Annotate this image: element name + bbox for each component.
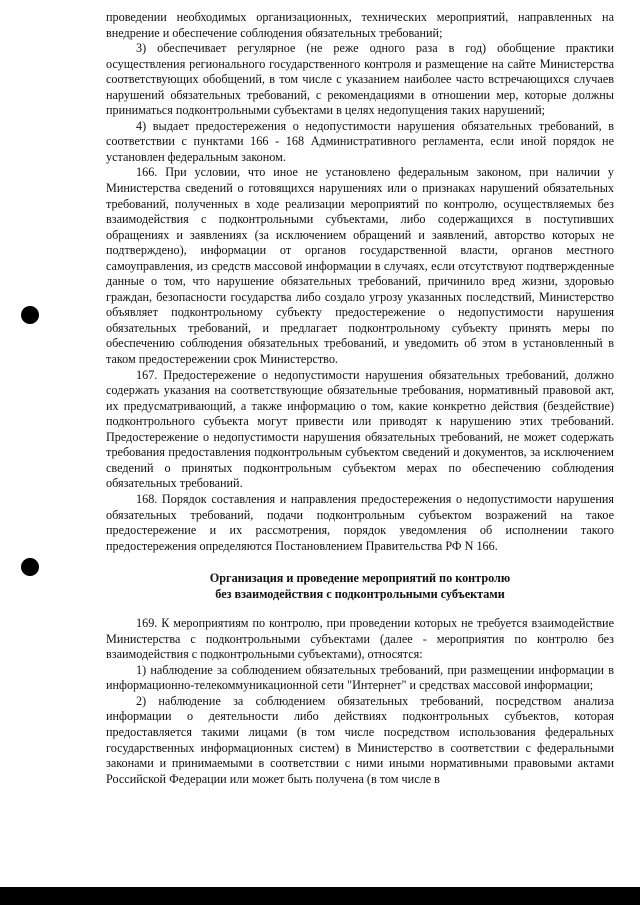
paragraph-continuation: проведении необходимых организационных, технических мероприятий, направленных на внедрение и обеспечение соблюдения обязательных требований; (106, 10, 614, 40)
paragraph-item-4: 4) выдает предостережения о недопустимости нарушения обязательных требований, в соответствии с пунктами 166 - 168 Административного регламента, если иной порядок не установлен федеральным законом. (106, 118, 614, 164)
paragraph-168: 168. Порядок составления и направления предостережения о недопустимости нарушения обязательных требований, подачи подконтрольным субъектом возражений на такое предостережение и их рассмотрения, порядок уведомления об исполнении такого предостережения определяются Постановлением Правительства РФ N 166. (106, 491, 614, 553)
document-body (106, 10, 614, 787)
paragraph-169-item-1: 1) наблюдение за соблюдением обязательных требований, при размещении информации в информационно-телекоммуникационной сети "Интернет" и средствах массовой информации; (106, 662, 614, 693)
paragraph-166: 166. При условии, что иное не установлено федеральным законом, при наличии у Министерства сведений о готовящихся нарушениях или о признаках нарушений обязательных требований, полученных в ходе реализации мероприятий по контролю, осуществляемых без взаимодействия с подконтрольными субъектами, либо содержащихся в поступивших обращениях и заявлениях (за исключением обращений и заявлений, авторство которых не подтверждено), информации от органов государственной власти, органов местного самоуправления, из средств массовой информации в случаях, если отсутствуют подтвержденные данные о том, что нарушение обязательных требований, причинило вред жизни, здоровью граждан, безопасности государства либо создало угрозу указанных последствий, Министерство объявляет подконтрольному субъекту предостережение о недопустимости нарушения обязательных требований, и предлагает подконтрольному субъекту принять меры по обеспечению соблюдения обязательных требований, и уведомить об этом в установленный в таком предостережении срок Министерство. (106, 165, 614, 367)
paragraph-167: 167. Предостережение о недопустимости нарушения обязательных требований, должно содержать указания на соответствующие обязательные требования, нормативный правовой акт, их предусматривающий, а также информацию о том, какие конкретно действия (бездействие) подконтрольного субъекта могут привести или приводят к нарушению этих требований. Предостережение о недопустимости нарушения обязательных требований, не может содержать требования предоставления подконтрольным субъектом сведений и документов, за исключением сведений о принятых подконтрольным субъектом мерах по обеспечению соблюдения обязательных требований. (106, 367, 614, 491)
paragraph-169-item-2: 2) наблюдение за соблюдением обязательных требований, посредством анализа информации о деятельности либо действиях подконтрольных субъектов, которая предоставляется такими лицами (в том числе посредством использования федеральных государственных информационных систем) в Министерство в соответствии с федеральными законами и принимаемыми в соответствии с ними иными нормативными правовыми актами Российской Федерации или может быть получена (в том числе в (106, 693, 614, 786)
punch-hole-mark (21, 306, 39, 324)
section-heading (106, 571, 614, 602)
paragraph-169: 169. К мероприятиям по контролю, при проведении которых не требуется взаимодействие Министерства с подконтрольными субъектами (далее - мероприятия по контролю без взаимодействия с подконтрольными субъектами), относятся: (106, 616, 614, 662)
scan-bottom-edge (0, 887, 640, 905)
punch-hole-mark (21, 558, 39, 576)
section-heading-line-2: без взаимодействия с подконтрольными субъектами (215, 586, 505, 601)
section-heading-line-1: Организация и проведение мероприятий по контролю (209, 571, 511, 586)
paragraph-item-3: 3) обеспечивает регулярное (не реже одного раза в год) обобщение практики осуществления регионального государственного контроля и размещение на сайте Министерства соответствующих обобщений, в том числе с указанием наиболее часто встречающихся случаев нарушений обязательных требований, с рекомендациями в отношении мер, которые должны приниматься подконтрольными субъектами в целях недопущения таких нарушений; (106, 41, 614, 118)
